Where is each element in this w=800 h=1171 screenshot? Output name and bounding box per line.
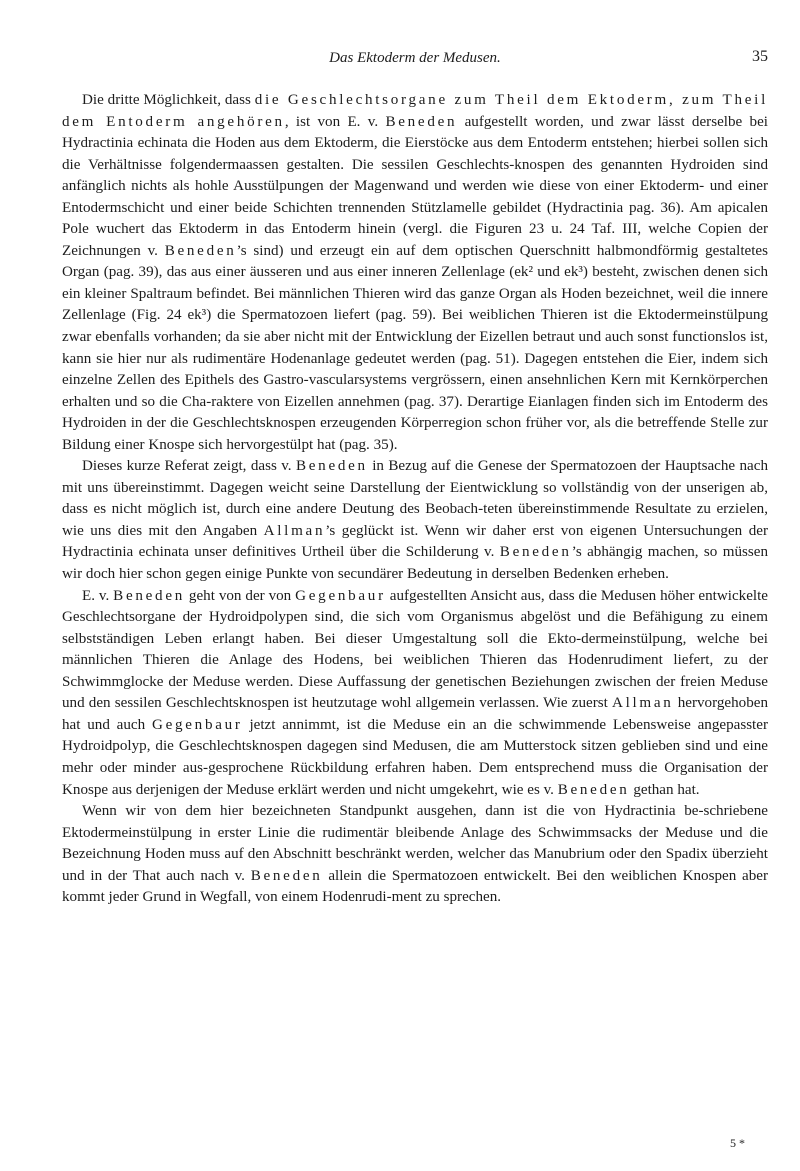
spaced-name: Beneden (113, 587, 186, 604)
spaced-name: Allman (263, 522, 326, 539)
text-run: Wenn wir von dem hier bezeichneten Standpunkt ausgehen, dann ist die von Hydractinia be-schriebene Ektodermeinstülpung in erster Linie die rudimentär bleibende Anlage des Schwimmsacks der Meduse und die Bezeichnung Hoden muss auf den Abschnitt beschränkt werden, welcher das Manubrium oder den Spadix überzieht und in der That auch nach v. (62, 803, 768, 884)
signature-mark: 5 * (730, 1136, 745, 1150)
running-title: Das Ektoderm der Medusen. (329, 50, 501, 66)
text-run: ’s abhängig machen, so müssen wir doch hier schon gegen einige Punkte von secundärer Bedeutung in derselben Bedenken erheben. (62, 544, 769, 583)
paragraph-3 (62, 586, 768, 801)
text-run: E. v. (82, 587, 114, 604)
paragraph-4 (62, 801, 768, 909)
spaced-name: Gegenbaur (295, 587, 386, 604)
spaced-name: Beneden (499, 544, 572, 561)
spaced-name: Beneden (250, 867, 323, 884)
text-run: Die dritte Möglichkeit, dass (82, 92, 255, 108)
paragraph-2 (62, 456, 768, 585)
spaced-name: Beneden (295, 458, 368, 475)
text-run: in Bezug auf die Genese der Spermatozoen der Hauptsache nach mit uns übereinstimmt. Dagegen weicht seine Darstellung der Eientwicklung so vollständig von der unserigen ab, dass es nicht möglich ist, durch eine andere Deutung des Beobach-teten übereinstimmende Resultate zu erzielen, wie uns dies mit den Angaben (62, 458, 768, 539)
spaced-name: Beneden (557, 781, 630, 798)
spaced-name: Beneden (164, 242, 237, 259)
text-run: geht von der von (185, 587, 296, 604)
paragraph-1 (62, 90, 768, 456)
text-run: Dieses kurze Referat zeigt, dass v. (82, 458, 296, 475)
text-run: gethan hat. (629, 781, 700, 798)
running-head (62, 44, 768, 66)
body-text (62, 90, 768, 909)
text-run: ’s sind) und erzeugt ein auf dem optischen Querschnitt halbmondförmig gestaltetes Organ (pag. 39), das aus einer äusseren und aus einer inneren Zellenlage (ek² und ek³) besteht, zwischen denen sich ein kleiner Spaltraum befindet. Bei männlichen Thieren wird das ganze Organ als Hoden bezeichnet, weil die innere Zellenlage (Fig. 24 ek³) die Spermatozoen liefert (pag. 59). Bei weiblichen Thieren ist die Ektodermeinstülpung zwar ebenfalls vorhanden; da sie aber nicht mit der Entwicklung der Eizellen betraut und auch sonst functionslos ist, kann sie hier nur als rudimentäre Hodenanlage gedeutet werden (pag. 51). Dagegen entstehen die Eier, indem sich einzelne Zellen des Epithels des Gastro-vascularsystems vergrössern, einen ansehnlichen Kern mit Kernkörperchen erhalten und so die Cha-raktere von Eizellen annehmen (pag. 37). Derartige Eianlagen finden sich im Entoderm des Hydroiden in der die Geschlechtsknospen erzeugenden Körperregion schon früher vor, als die betreffende Stelle zur Bildung einer Knospe sich hervorgestülpt hat (pag. 35). (62, 242, 768, 453)
spaced-name: Gegenbaur (151, 716, 243, 733)
spaced-name: Beneden (385, 113, 458, 130)
text-run: aufgestellten Ansicht aus, dass die Medusen höher entwickelte Geschlechtsorgane der Hydroidpolypen sind, die sich vom Organismus abgelöst und die Befähigung zu einem selbstständigen Leben erlangt haben. Bei dieser Umgestaltung soll die Ekto-dermeinstülpung, welche bei männlichen Thieren die Anlage des Hodens, bei weiblichen Thieren das Hodenrudiment liefert, zu der Schwimmglocke der Meduse werden. Diese Auffassung der genetischen Beziehungen zwischen der freien Meduse und den sessilen Geschlechtsknospen ist heutzutage wohl allgemein verlassen. Wie zuerst (62, 587, 768, 712)
page-number: 35 (752, 48, 768, 65)
spaced-name: die Geschlechtsorgane zum Theil dem Ektoderm, zum Theil dem Entoderm angehören (62, 92, 768, 130)
text-run: , ist von E. v. (284, 113, 386, 130)
text-run: allein die Spermatozoen entwickelt. Bei den weiblichen Knospen aber kommt jeder Grund in Wegfall, von einem Hodenrudi-ment zu sprechen. (62, 867, 768, 906)
text-run: jetzt annimmt, ist die Meduse ein an die schwimmende Lebensweise angepasster Hydroidpolyp, die Geschlechtsknospen dagegen sind Medusen, die am Mutterstock sitzen geblieben sind und eine mehr oder minder aus-gesprochene Rückbildung erfahren haben. Dem entsprechend muss die Organisation der Knospe aus derjenigen der Meduse erklärt werden und nicht umgekehrt, wie es v. (62, 716, 768, 798)
text-run: ’s geglückt ist. Wenn wir daher erst von eigenen Untersuchungen der Hydractinia echinata unser definitives Urtheil über die Schilderung v. (62, 522, 768, 561)
spaced-name: Allman (611, 695, 674, 712)
text-run: hervorgehoben hat und auch (62, 695, 768, 733)
text-run: aufgestellt worden, und zwar lässt derselbe bei Hydractinia echinata die Hoden aus dem Ektoderm, die Eierstöcke aus dem Entoderm entstehen; hierbei sollen sich die Verhältnisse folgendermaassen gestalten. Die sessilen Geschlechts-knospen des genannten Hydroiden sind anfänglich nichts als hohle Ausstülpungen der Magenwand und werden wie diese von einer Ektoderm- und einer Entodermschicht und einer beide Schichten trennenden Stützlamelle gebildet (Hydractinia pag. 36). Am apicalen Pole wuchert das Ektoderm in das Entoderm hinein (vergl. die Figuren 23 u. 24 Taf. III, welche Copien der Zeichnungen v. (62, 113, 768, 259)
